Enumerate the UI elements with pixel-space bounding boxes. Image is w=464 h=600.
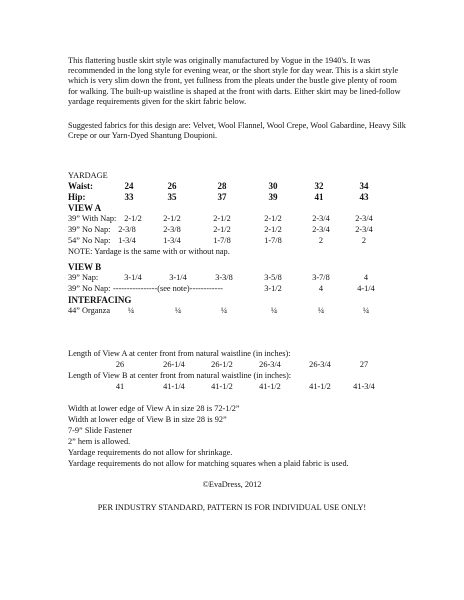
view-b-value: 3-3/8 [215,273,233,282]
length-a-label: Length of View A at center front from natural waistline (in inches): [68,349,291,358]
interfacing-label: 44” Organza [68,306,111,315]
industry-notice: PER INDUSTRY STANDARD, PATTERN IS FOR INDIVIDUAL USE ONLY! [97,503,367,512]
hip-label: Hip: [68,192,86,202]
view-a-value: 2-1/2 [124,214,142,223]
length-b-value: 41-1/2 [211,382,233,391]
interfacing-value: ¼ [317,306,325,315]
view-b-value: 3-1/2 [264,284,282,293]
view-b-heading: VIEW B [68,262,102,272]
view-a-note: NOTE: Yardage is the same with or without nap. [68,247,230,256]
view-a-value: 2-3/4 [355,214,373,223]
width-b-note: Width at lower edge of View B in size 28 is 92” [68,415,227,424]
view-b-value: 3-1/4 [124,273,142,282]
view-a-value: 1-3/4 [163,236,181,245]
fastener-note: 7-9” Slide Fastener [68,426,133,435]
view-b-value: 4 [363,273,369,282]
length-a-value: 26-3/4 [259,360,281,369]
view-b-row-label: 39” No Nap: [68,284,111,293]
view-a-value: 2-1/2 [213,225,231,234]
view-a-value: 2-1/2 [163,214,181,223]
view-a-row-label: 39” With Nap: [68,214,117,223]
intro-paragraph: This flattering bustle skirt style was originally manufactured by Vogue in the 1940's. It was recommended in the long style for evening wear, or the short style for day wear. This is a skirt style which is very slim down the front, yet fullness from the pleats under the bustle give plenty of room for walking. The built-up waistline is shaped at the front with darts. Either skirt may be lined-follow yardage requirements given for the skirt fabric below. [68,56,401,106]
interfacing-value: ¼ [270,306,278,315]
shrinkage-note: Yardage requirements do not allow for shrinkage. [68,448,233,457]
plaid-note: Yardage requirements do not allow for matching squares when a plaid fabric is used. [68,459,349,468]
hip-size: 37 [217,192,227,202]
view-a-value: 2-3/8 [118,225,136,234]
view-a-value: 2-3/4 [355,225,373,234]
waist-size: 34 [359,181,369,191]
view-b-row-label: 39” Nap: [68,273,99,282]
interfacing-value: ¼ [127,306,135,315]
see-note-dashes: ----------------(see note)------------ [113,284,223,293]
view-a-value: 1-7/8 [213,236,231,245]
waist-size: 24 [124,181,134,191]
view-a-row-label: 54” No Nap: [68,236,111,245]
length-a-value: 26 [115,360,125,369]
length-a-value: 26-1/4 [163,360,185,369]
length-a-value: 26-1/2 [211,360,233,369]
copyright: ©EvaDress, 2012 [202,480,262,489]
interfacing-value: ¼ [220,306,228,315]
view-a-value: 2-3/4 [312,214,330,223]
view-b-value: 3-5/8 [264,273,282,282]
view-a-value: 2 [361,236,367,245]
view-b-value: 4-1/4 [357,284,375,293]
interfacing-value: ¼ [174,306,182,315]
length-a-value: 27 [359,360,369,369]
length-b-value: 41-1/4 [163,382,185,391]
waist-size: 26 [167,181,177,191]
view-b-value: 3-1/4 [169,273,187,282]
waist-label: Waist: [68,181,94,191]
view-a-value: 2-1/2 [264,214,282,223]
length-b-value: 41-3/4 [353,382,375,391]
view-b-value: 4 [318,284,324,293]
length-b-value: 41-1/2 [309,382,331,391]
view-a-value: 2-3/8 [163,225,181,234]
view-a-value: 2-1/2 [264,225,282,234]
length-b-value: 41 [115,382,125,391]
view-a-value: 2-3/4 [312,225,330,234]
hem-note: 2” hem is allowed. [68,437,131,446]
length-a-value: 26-3/4 [309,360,331,369]
width-a-note: Width at lower edge of View A in size 28 is 72-1/2” [68,404,240,413]
hip-size: 33 [124,192,134,202]
hip-size: 41 [314,192,324,202]
fabrics-paragraph: Suggested fabrics for this design are: Velvet, Wool Flannel, Wool Crepe, Wool Gabardine, Heavy Silk Crepe or our Yarn-Dyed Shantung Doupioni. [68,121,406,141]
view-b-value: 3-7/8 [312,273,330,282]
view-a-value: 1-7/8 [264,236,282,245]
view-a-heading: VIEW A [68,203,102,213]
yardage-heading: YARDAGE [68,171,108,180]
view-a-value: 2 [318,236,324,245]
view-a-row-label: 39” No Nap: [68,225,111,234]
interfacing-value: ¼ [362,306,370,315]
view-a-value: 2-1/2 [213,214,231,223]
hip-size: 39 [268,192,278,202]
length-b-value: 41-1/2 [259,382,281,391]
waist-size: 28 [217,181,227,191]
hip-size: 35 [167,192,177,202]
length-b-label: Length of View B at center front from natural waistline (in inches): [68,371,292,380]
waist-size: 30 [268,181,278,191]
interfacing-heading: INTERFACING [68,295,132,305]
view-a-value: 1-3/4 [118,236,136,245]
hip-size: 43 [359,192,369,202]
waist-size: 32 [314,181,324,191]
